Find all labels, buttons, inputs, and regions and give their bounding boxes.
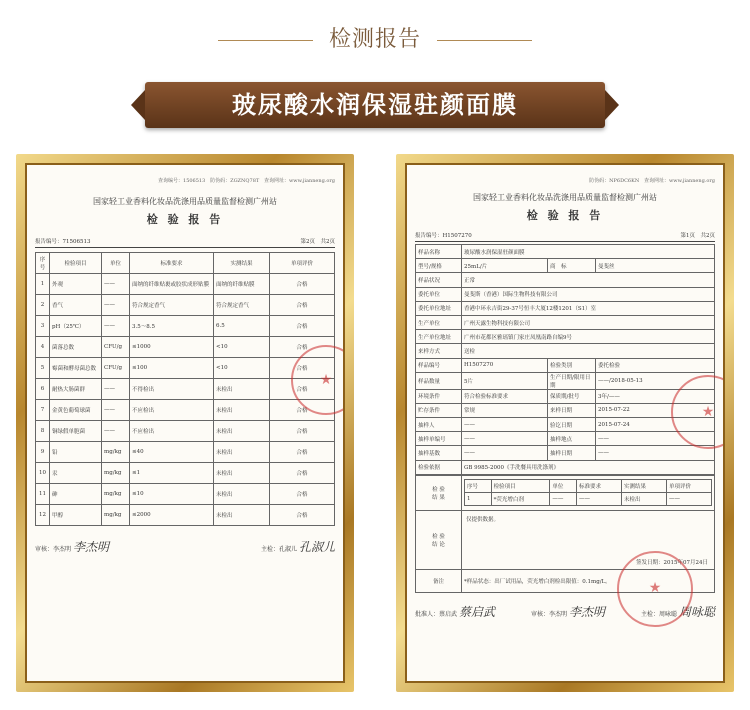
page-header-title: 检测报告 bbox=[328, 27, 421, 52]
red-seal-stamp bbox=[617, 551, 693, 627]
table-cell: 12 bbox=[36, 505, 50, 526]
product-title: 玻尿酸水润保湿驻颜面膜 bbox=[232, 91, 518, 119]
table-cell: 金黄色葡萄球菌 bbox=[50, 400, 102, 421]
table-cell: 合格 bbox=[270, 379, 335, 400]
result-section-label: 检 验 结 果 bbox=[416, 475, 462, 510]
note-text: *样品状态：出厂试用品，荧光增白剂检出限值：0.1mg/L。 bbox=[462, 569, 715, 592]
result-subtable: 序号 检验项目 单位 标准要求 实测结果 单项评价 1 *荧光增白剂 —— —— 未检出 —— bbox=[464, 479, 712, 506]
table-cell: ≤1 bbox=[130, 463, 214, 484]
table-cell: 耐热大肠菌群 bbox=[50, 379, 102, 400]
table-cell: 未检出 bbox=[214, 400, 270, 421]
table-cell: 未检出 bbox=[214, 505, 270, 526]
table-row bbox=[36, 316, 335, 337]
page-number: 第1页 共2页 bbox=[680, 233, 715, 239]
table-row bbox=[36, 505, 335, 526]
report-title: 检 验 报 告 bbox=[526, 209, 604, 222]
table-cell: 合格 bbox=[270, 421, 335, 442]
table-cell: mg/kg bbox=[102, 484, 130, 505]
conclusion-text: 仅提供数据。 bbox=[466, 516, 500, 523]
results-table bbox=[35, 252, 335, 526]
conclusion-section-label: 检 验 结 论 bbox=[416, 510, 462, 569]
table-cell: 8 bbox=[36, 421, 50, 442]
report-meta bbox=[35, 237, 335, 248]
table-cell: 10 bbox=[36, 463, 50, 484]
header-cell: 检验项目 bbox=[50, 253, 102, 274]
table-cell: <10 bbox=[214, 358, 270, 379]
header-cell: 序号 bbox=[36, 253, 50, 274]
star-icon: ★ bbox=[701, 404, 715, 420]
issue-date: 签发日期：2015年07月24日 bbox=[636, 559, 708, 566]
table-cell: CFU/g bbox=[102, 337, 130, 358]
table-cell: 不得检出 bbox=[130, 379, 214, 400]
table-cell: 3 bbox=[36, 316, 50, 337]
table-row bbox=[36, 400, 335, 421]
handwritten-signature: 周咏聪 bbox=[678, 604, 715, 619]
table-cell: —— bbox=[102, 379, 130, 400]
table-cell: 合格 bbox=[270, 442, 335, 463]
signer: 审核：李杰明 李杰明 bbox=[531, 604, 605, 619]
table-cell: 符合规定香气 bbox=[130, 295, 214, 316]
table-cell: 符合规定香气 bbox=[214, 295, 270, 316]
table-cell: 未检出 bbox=[214, 484, 270, 505]
signer: 主检：孔淑儿 孔淑儿 bbox=[261, 540, 335, 554]
table-cell: 砷 bbox=[50, 484, 102, 505]
result-row: 1 *荧光增白剂 —— —— 未检出 —— bbox=[465, 493, 712, 506]
table-cell: 面纳的纤维贴膜 bbox=[214, 274, 270, 295]
table-row bbox=[36, 274, 335, 295]
table-cell: 面纳的纤维贴裹或胶状成形贴膜 bbox=[130, 274, 214, 295]
table-cell: —— bbox=[102, 295, 130, 316]
table-cell: ≤1000 bbox=[130, 337, 214, 358]
table-row bbox=[36, 358, 335, 379]
table-cell: 9 bbox=[36, 442, 50, 463]
report-document-1 bbox=[35, 171, 335, 675]
table-row bbox=[36, 484, 335, 505]
results-body bbox=[36, 274, 335, 526]
table-row bbox=[36, 463, 335, 484]
table-cell: 香气 bbox=[50, 295, 102, 316]
table-cell: 6.5 bbox=[214, 316, 270, 337]
table-cell: CFU/g bbox=[102, 358, 130, 379]
table-row bbox=[36, 295, 335, 316]
table-cell: 5 bbox=[36, 358, 50, 379]
table-cell: 菌落总数 bbox=[50, 337, 102, 358]
page-number: 第2页 共2页 bbox=[300, 239, 335, 245]
signature-row bbox=[35, 538, 335, 555]
table-cell: ≤100 bbox=[130, 358, 214, 379]
table-cell: 合格 bbox=[270, 484, 335, 505]
table-cell: mg/kg bbox=[102, 442, 130, 463]
table-cell: mg/kg bbox=[102, 505, 130, 526]
handwritten-signature: 李杰明 bbox=[568, 604, 605, 619]
report-meta bbox=[415, 231, 715, 242]
header-cell: 单项评价 bbox=[270, 253, 335, 274]
signer: 主检：周咏聪 周咏聪 bbox=[641, 604, 715, 619]
report-paper-right bbox=[405, 163, 725, 683]
table-cell: 合格 bbox=[270, 337, 335, 358]
table-cell: 汞 bbox=[50, 463, 102, 484]
signer: 审核：李杰明 李杰明 bbox=[35, 540, 109, 554]
report-paper-left bbox=[25, 163, 345, 683]
table-cell: 合格 bbox=[270, 295, 335, 316]
table-cell: —— bbox=[102, 400, 130, 421]
table-cell: 合格 bbox=[270, 505, 335, 526]
table-cell: 3.5～8.5 bbox=[130, 316, 214, 337]
table-cell: mg/kg bbox=[102, 463, 130, 484]
report-title: 检 验 报 告 bbox=[146, 213, 224, 226]
table-cell: 合格 bbox=[270, 316, 335, 337]
table-cell: —— bbox=[102, 274, 130, 295]
table-cell: 不应检出 bbox=[130, 400, 214, 421]
table-cell: 霉菌和酵母菌总数 bbox=[50, 358, 102, 379]
report-org: 国家轻工业香料化妆品洗涤用品质量监督检测广州站 bbox=[93, 197, 277, 206]
table-cell: ≤10 bbox=[130, 484, 214, 505]
header-cell: 单位 bbox=[102, 253, 130, 274]
table-cell: 合格 bbox=[270, 400, 335, 421]
star-icon: ★ bbox=[648, 580, 662, 596]
table-row bbox=[36, 379, 335, 400]
table-cell: 甲醇 bbox=[50, 505, 102, 526]
signer: 批准人：蔡启武 蔡启武 bbox=[415, 604, 495, 619]
table-cell: 7 bbox=[36, 400, 50, 421]
sample-info-table: 样品名称 玻尿酸水润保湿驻颜面膜 型号/规格 25mL/片 商 标 曼斐丝 样品状况 正常 委托单位 曼斐斯（香港）国际生物科技有限公司 委托单位地址 香港中环永吉街29-37号恒丰大厦12楼1201（S1）室 生产单位 广州天露生物科技有限公司 生产单位地址 广州市花都区雅瑶镇门家庄凤凰南路自编9号 来样方式 送检 样品编号 H1507270 检验类别 委托检验 样品数量 5片 生产日期/限用日期 ——/2018-05-13 环境条件 符合检验标准要求 保质期/批号 3年/—— 贮存条件 常规 来样日期 2015-07-22 抽样人 —— 验讫日期 2015-07-24 抽样单编号 —— 抽样地点 —— 抽样基数 —— 抽样日期 —— 检验依据 GB 9985-2000《手洗餐具用洗涤剂》 bbox=[415, 244, 715, 475]
table-cell: —— bbox=[102, 316, 130, 337]
table-cell: 未检出 bbox=[214, 421, 270, 442]
table-cell: 6 bbox=[36, 379, 50, 400]
product-title-banner bbox=[145, 82, 605, 128]
header-cell: 实测结果 bbox=[214, 253, 270, 274]
table-cell: 不应检出 bbox=[130, 421, 214, 442]
table-row bbox=[36, 421, 335, 442]
report-frame-right bbox=[396, 154, 734, 692]
table-cell: 2 bbox=[36, 295, 50, 316]
table-row bbox=[36, 337, 335, 358]
table-cell: 合格 bbox=[270, 358, 335, 379]
header-cell: 标准要求 bbox=[130, 253, 214, 274]
table-cell: —— bbox=[102, 421, 130, 442]
note-label: 备注 bbox=[416, 569, 462, 592]
header-line-right bbox=[437, 40, 532, 41]
handwritten-signature: 李杰明 bbox=[72, 540, 109, 554]
table-row bbox=[36, 442, 335, 463]
report-ref-line: 查询编号：1506513 防伪码：ZGZNQ78T 查询网址：www.jianneng.org bbox=[158, 178, 335, 184]
results-header-row bbox=[36, 253, 335, 274]
table-cell: 铜绿假单胞菌 bbox=[50, 421, 102, 442]
table-cell: pH（25℃） bbox=[50, 316, 102, 337]
table-cell: 11 bbox=[36, 484, 50, 505]
table-cell: 未检出 bbox=[214, 379, 270, 400]
table-cell: 外观 bbox=[50, 274, 102, 295]
table-cell: 1 bbox=[36, 274, 50, 295]
handwritten-signature: 孔淑儿 bbox=[298, 540, 335, 554]
report-ref-line: 防伪码：NP6DC6KN 查询网址：www.jianneng.org bbox=[589, 178, 715, 184]
report-frame-left bbox=[16, 154, 354, 692]
star-icon: ★ bbox=[319, 372, 333, 388]
table-cell: <10 bbox=[214, 337, 270, 358]
table-cell: 合格 bbox=[270, 463, 335, 484]
report-number: 报告编号：71506513 bbox=[35, 239, 91, 245]
report-number: 报告编号：H1507270 bbox=[415, 233, 472, 239]
table-cell: 4 bbox=[36, 337, 50, 358]
table-cell: 未检出 bbox=[214, 442, 270, 463]
table-cell: 合格 bbox=[270, 274, 335, 295]
table-cell: ≤2000 bbox=[130, 505, 214, 526]
table-cell: 铅 bbox=[50, 442, 102, 463]
handwritten-signature: 蔡启武 bbox=[458, 604, 495, 619]
report-org: 国家轻工业香料化妆品洗涤用品质量监督检测广州站 bbox=[473, 193, 657, 202]
table-cell: ≤40 bbox=[130, 442, 214, 463]
table-cell: 未检出 bbox=[214, 463, 270, 484]
